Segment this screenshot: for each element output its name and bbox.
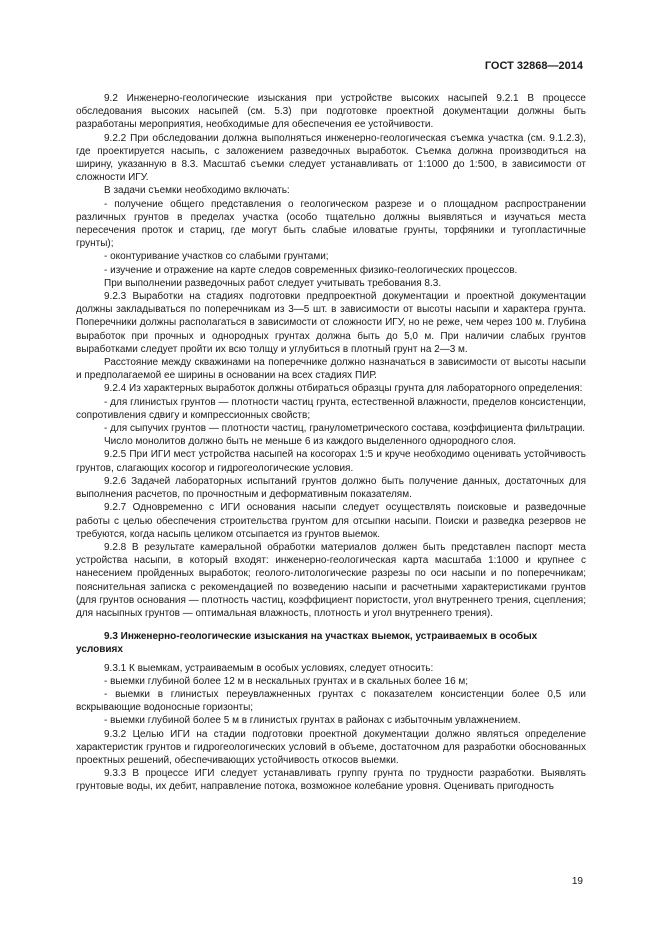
paragraph: При выполнении разведочных работ следует учитывать требования 8.3. — [104, 277, 442, 289]
paragraph: 9.2.5 При ИГИ мест устройства насыпей на косогорах 1:5 и круче необходимо оценивать устойчивость грунтов, слагающих косогор и гидрогеологические условия. — [76, 449, 586, 474]
paragraph: 9.3.2 Целью ИГИ на стадии подготовки проектной документации должно являться определение характеристик грунтов и гидрогеологических условий в объеме, достаточном для разработки обоснованных проектных решений, обеспечивающих устойчивость откосов выемки. — [76, 728, 586, 766]
paragraph: 9.2 Инженерно-геологические изыскания при устройстве высоких насыпей 9.2.1 В процессе обследования высоких насыпей (см. 5.3) при подготовке проектной документации должны быть разработаны мероприятия, необходимые для обеспечения ее устойчивости. — [76, 93, 586, 131]
document-code: ГОСТ 32868—2014 — [484, 60, 583, 72]
list-item: - оконтуривание участков со слабыми грунтами; — [104, 251, 329, 263]
paragraph: 9.3.1 К выемкам, устраиваемым в особых условиях, следует относить: — [104, 662, 434, 674]
paragraph: Расстояние между скважинами на поперечнике должно назначаться в зависимости от высоты насыпи и предполагаемой ее ширины в основании на всех стадиях ПИР. — [76, 357, 586, 382]
document-body — [76, 92, 586, 794]
paragraph: В задачи съемки необходимо включать: — [104, 185, 290, 197]
paragraph: 9.3.3 В процессе ИГИ следует устанавливать группу грунта по трудности разработки. Выявлять грунтовые воды, их дебит, направление потока, возможное колебание уровня. Оценивать пригодность — [76, 768, 586, 793]
list-item: - для сыпучих грунтов — плотности частиц, гранулометрического состава, коэффициента фильтрации. — [104, 423, 586, 435]
paragraph: 9.2.8 В результате камеральной обработки материалов должен быть представлен паспорт места устройства насыпи, в который входят: инженерно-геологическая карта масштаба 1:1000 и крупнее с нанесением пройденных выработок; геолого-литологические разрезы по оси насыпи и по поперечникам; пояснительная записка с рекомендацией по возведению насыпи и расчетными характеристиками грунтов (для грунтов основания — плотность частиц, коэффициент пористости, угол внутреннего трения, сцепления; для насыпных грунтов — оптимальная влажность, плотность и угол внутреннего трения). — [76, 541, 586, 619]
section-heading: 9.3 Инженерно-геологические изыскания на участках выемок, устраиваемых в особых условиях — [76, 631, 538, 656]
paragraph: 9.2.7 Одновременно с ИГИ основания насыпи следует осуществлять поисковые и разведочные работы с целью обеспечения строительства грунтом для отсыпки насыпи. Поиски и разведка резервов не требуются, когда насыпь целиком отсыпается из грунтов выемок. — [76, 502, 586, 540]
list-item: - выемки глубиной более 12 м в нескальных грунтах и в скальных более 16 м; — [104, 675, 469, 687]
list-item: - для глинистых грунтов — плотности частиц грунта, естественной влажности, пределов консистенции, сопротивления сдвигу и компрессионных свойств; — [76, 396, 586, 421]
list-item: - изучение и отражение на карте следов современных физико-геологических процессов. — [104, 264, 518, 276]
page-number: 19 — [571, 876, 583, 887]
list-item: - получение общего представления о геологическом разрезе и о площадном распространении различных грунтов в пределах участка (особо тщательно должны выявляться и изучаться места пересечения проток и стариц, где могут быть слабые иловатые грунты, торфяники и тугопластичные грунты); — [76, 198, 586, 250]
paragraph: 9.2.2 При обследовании должна выполняться инженерно-геологическая съемка участка (см. 9.1.2.3), где проектируется насыпь, с заложением разведочных выработок. Съемка должна производиться на ширину, указанную в 8.3. Масштаб съемки следует устанавливать от 1:1000 до 1:500, в зависимости от сложности ИГУ. — [76, 132, 586, 184]
paragraph: 9.2.4 Из характерных выработок должны отбираться образцы грунта для лабораторного определения: — [104, 383, 583, 395]
list-item: - выемки в глинистых переувлажненных грунтах с показателем консистенции более 0,5 или вскрывающие водоносные горизонты; — [76, 688, 586, 714]
paragraph: 9.2.3 Выработки на стадиях подготовки предпроектной документации и проектной документации должны закладываться по поперечникам из 3—5 шт. в зависимости от высоты насыпи и характера грунта. Поперечники должны располагаться в зависимости от сложности ИГУ, но не реже, чем через 100 м. Глубина выработок при прочных и однородных грунтах должна быть до 5,0 м. При наличии слабых грунтов выработками следует пройти их всю толщу и углубиться в плотный грунт на 2—3 м. — [76, 291, 586, 355]
list-item: - выемки глубиной более 5 м в глинистых грунтах в районах с избыточным увлажнением. — [104, 715, 521, 727]
paragraph: Число монолитов должно быть не меньше 6 из каждого выделенного однородного слоя. — [104, 436, 517, 448]
paragraph: 9.2.6 Задачей лабораторных испытаний грунтов должно быть получение данных, достаточных для выполнения расчетов, по прочностным и деформативным показателям. — [76, 475, 586, 501]
